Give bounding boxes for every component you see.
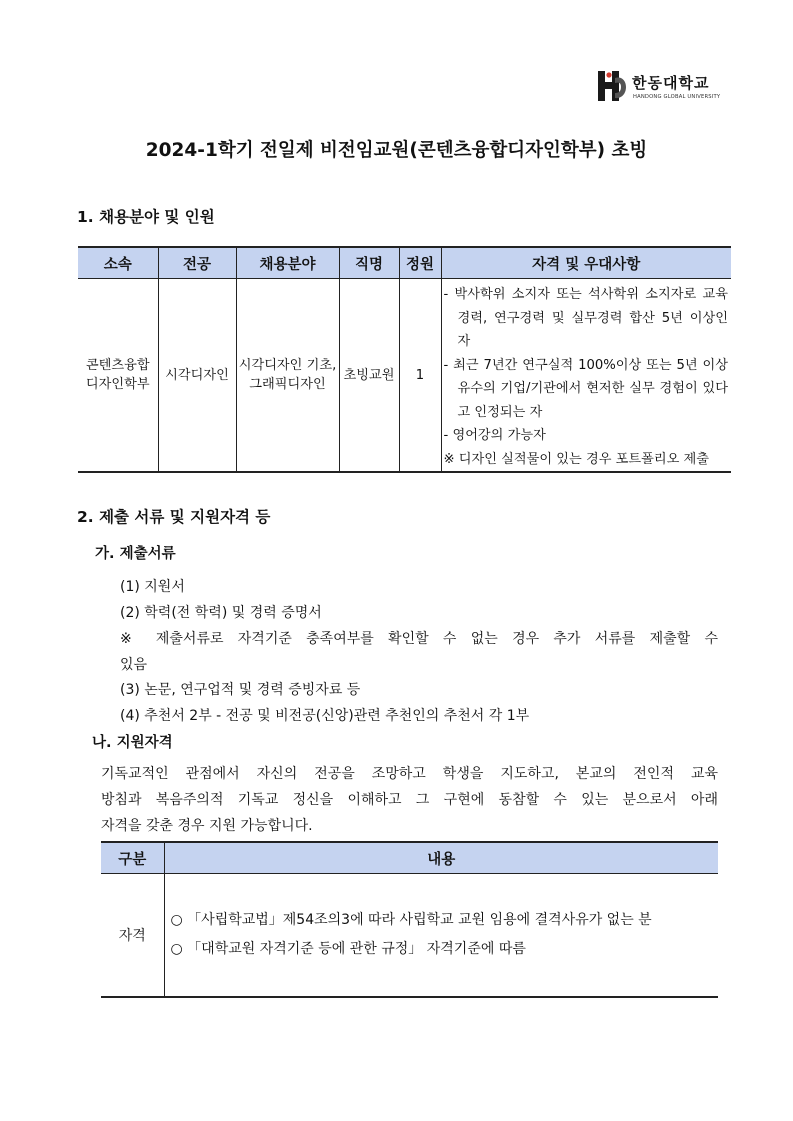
cell-major: 시각디자인 — [158, 279, 236, 473]
logo-name: 한동대학교 — [632, 74, 710, 92]
qualification-item: - 영어강의 가능자 — [443, 428, 546, 443]
university-logo — [595, 68, 725, 104]
header-qualifications: 자격 및 우대사항 — [441, 247, 731, 279]
qualification-item: - 박사학위 소지자 또는 석사학위 소지자로 교육경력, 연구경력 및 실무경력 합산 5년 이상인 자 — [443, 287, 728, 349]
header-content: 내용 — [164, 842, 718, 874]
recruitment-table — [78, 246, 731, 473]
eligibility-heading: 나. 지원자격 — [92, 735, 173, 751]
page-title: 2024-1학기 전일제 비전임교원(콘텐츠융합디자인학부) 초빙 — [145, 140, 648, 161]
eligibility-table-header — [101, 842, 718, 874]
header-major: 전공 — [158, 247, 236, 279]
eligibility-paragraph-line1: 기독교적인 관점에서 자신의 전공을 조망하고 학생을 지도하고, 본교의 전인적 교육 — [101, 766, 718, 782]
header-position: 직명 — [339, 247, 399, 279]
eligibility-paragraph-line3: 자격을 갖춘 경우 지원 가능합니다. — [101, 818, 313, 834]
eligibility-item: ○ 「대학교원 자격기준 등에 관한 규정」 자격기준에 따름 — [170, 941, 526, 957]
cell-affiliation — [78, 279, 158, 473]
cell-field — [236, 279, 339, 473]
eligibility-item: ○ 「사립학교법」제54조의3에 따라 사립학교 교원 임용에 결격사유가 없는 분 — [170, 912, 652, 928]
doc-item: (4) 추천서 2부 - 전공 및 비전공(신앙)관련 추천인의 추천서 각 1부 — [120, 708, 530, 724]
header-field: 채용분야 — [236, 247, 339, 279]
doc-item: (3) 논문, 연구업적 및 경력 증빙자료 등 — [120, 682, 361, 698]
affiliation-line1: 콘텐츠융합 — [85, 358, 150, 373]
cell-qualification-content — [164, 874, 718, 998]
table-row — [101, 874, 718, 998]
doc-item: (2) 학력(전 학력) 및 경력 증명서 — [120, 605, 322, 621]
qualification-item: - 최근 7년간 연구실적 100%이상 또는 5년 이상 유수의 기업/기관에서 현저한 실무 경험이 있다고 인정되는 자 — [443, 357, 728, 420]
section2-heading: 2. 제출 서류 및 지원자격 등 — [77, 508, 271, 526]
eligibility-table — [101, 841, 718, 998]
cell-position: 초빙교원 — [339, 279, 399, 473]
doc-note-continued: 있음 — [120, 657, 148, 673]
field-line2: 그래픽디자인 — [249, 377, 326, 392]
doc-item: (1) 지원서 — [120, 579, 185, 595]
header-quota: 정원 — [399, 247, 441, 279]
cell-quota: 1 — [399, 279, 441, 473]
cell-qualification-label: 자격 — [101, 874, 164, 998]
qualification-note: ※ 디자인 실적물이 있는 경우 포트폴리오 제출 — [443, 451, 710, 467]
submission-docs-heading: 가. 제출서류 — [95, 546, 176, 562]
logo-subtitle: HANDONG GLOBAL UNIVERSITY — [633, 94, 721, 100]
affiliation-line2: 디자인학부 — [85, 377, 150, 392]
eligibility-paragraph-line2: 방침과 복음주의적 기독교 정신을 이해하고 그 구현에 동참할 수 있는 분으로서 아래 — [101, 792, 718, 808]
header-category: 구분 — [101, 842, 164, 874]
table-row — [78, 279, 731, 473]
hgu-logo-mark-icon — [595, 68, 629, 104]
section1-heading: 1. 채용분야 및 인원 — [77, 208, 215, 226]
doc-note: ※ 제출서류로 자격기준 충족여부를 확인할 수 없는 경우 추가 서류를 제출할 수 — [120, 631, 718, 647]
header-affiliation: 소속 — [78, 247, 158, 279]
field-line1: 시각디자인 기초, — [238, 358, 337, 373]
cell-qualifications — [441, 279, 731, 473]
recruitment-table-header — [78, 247, 731, 279]
